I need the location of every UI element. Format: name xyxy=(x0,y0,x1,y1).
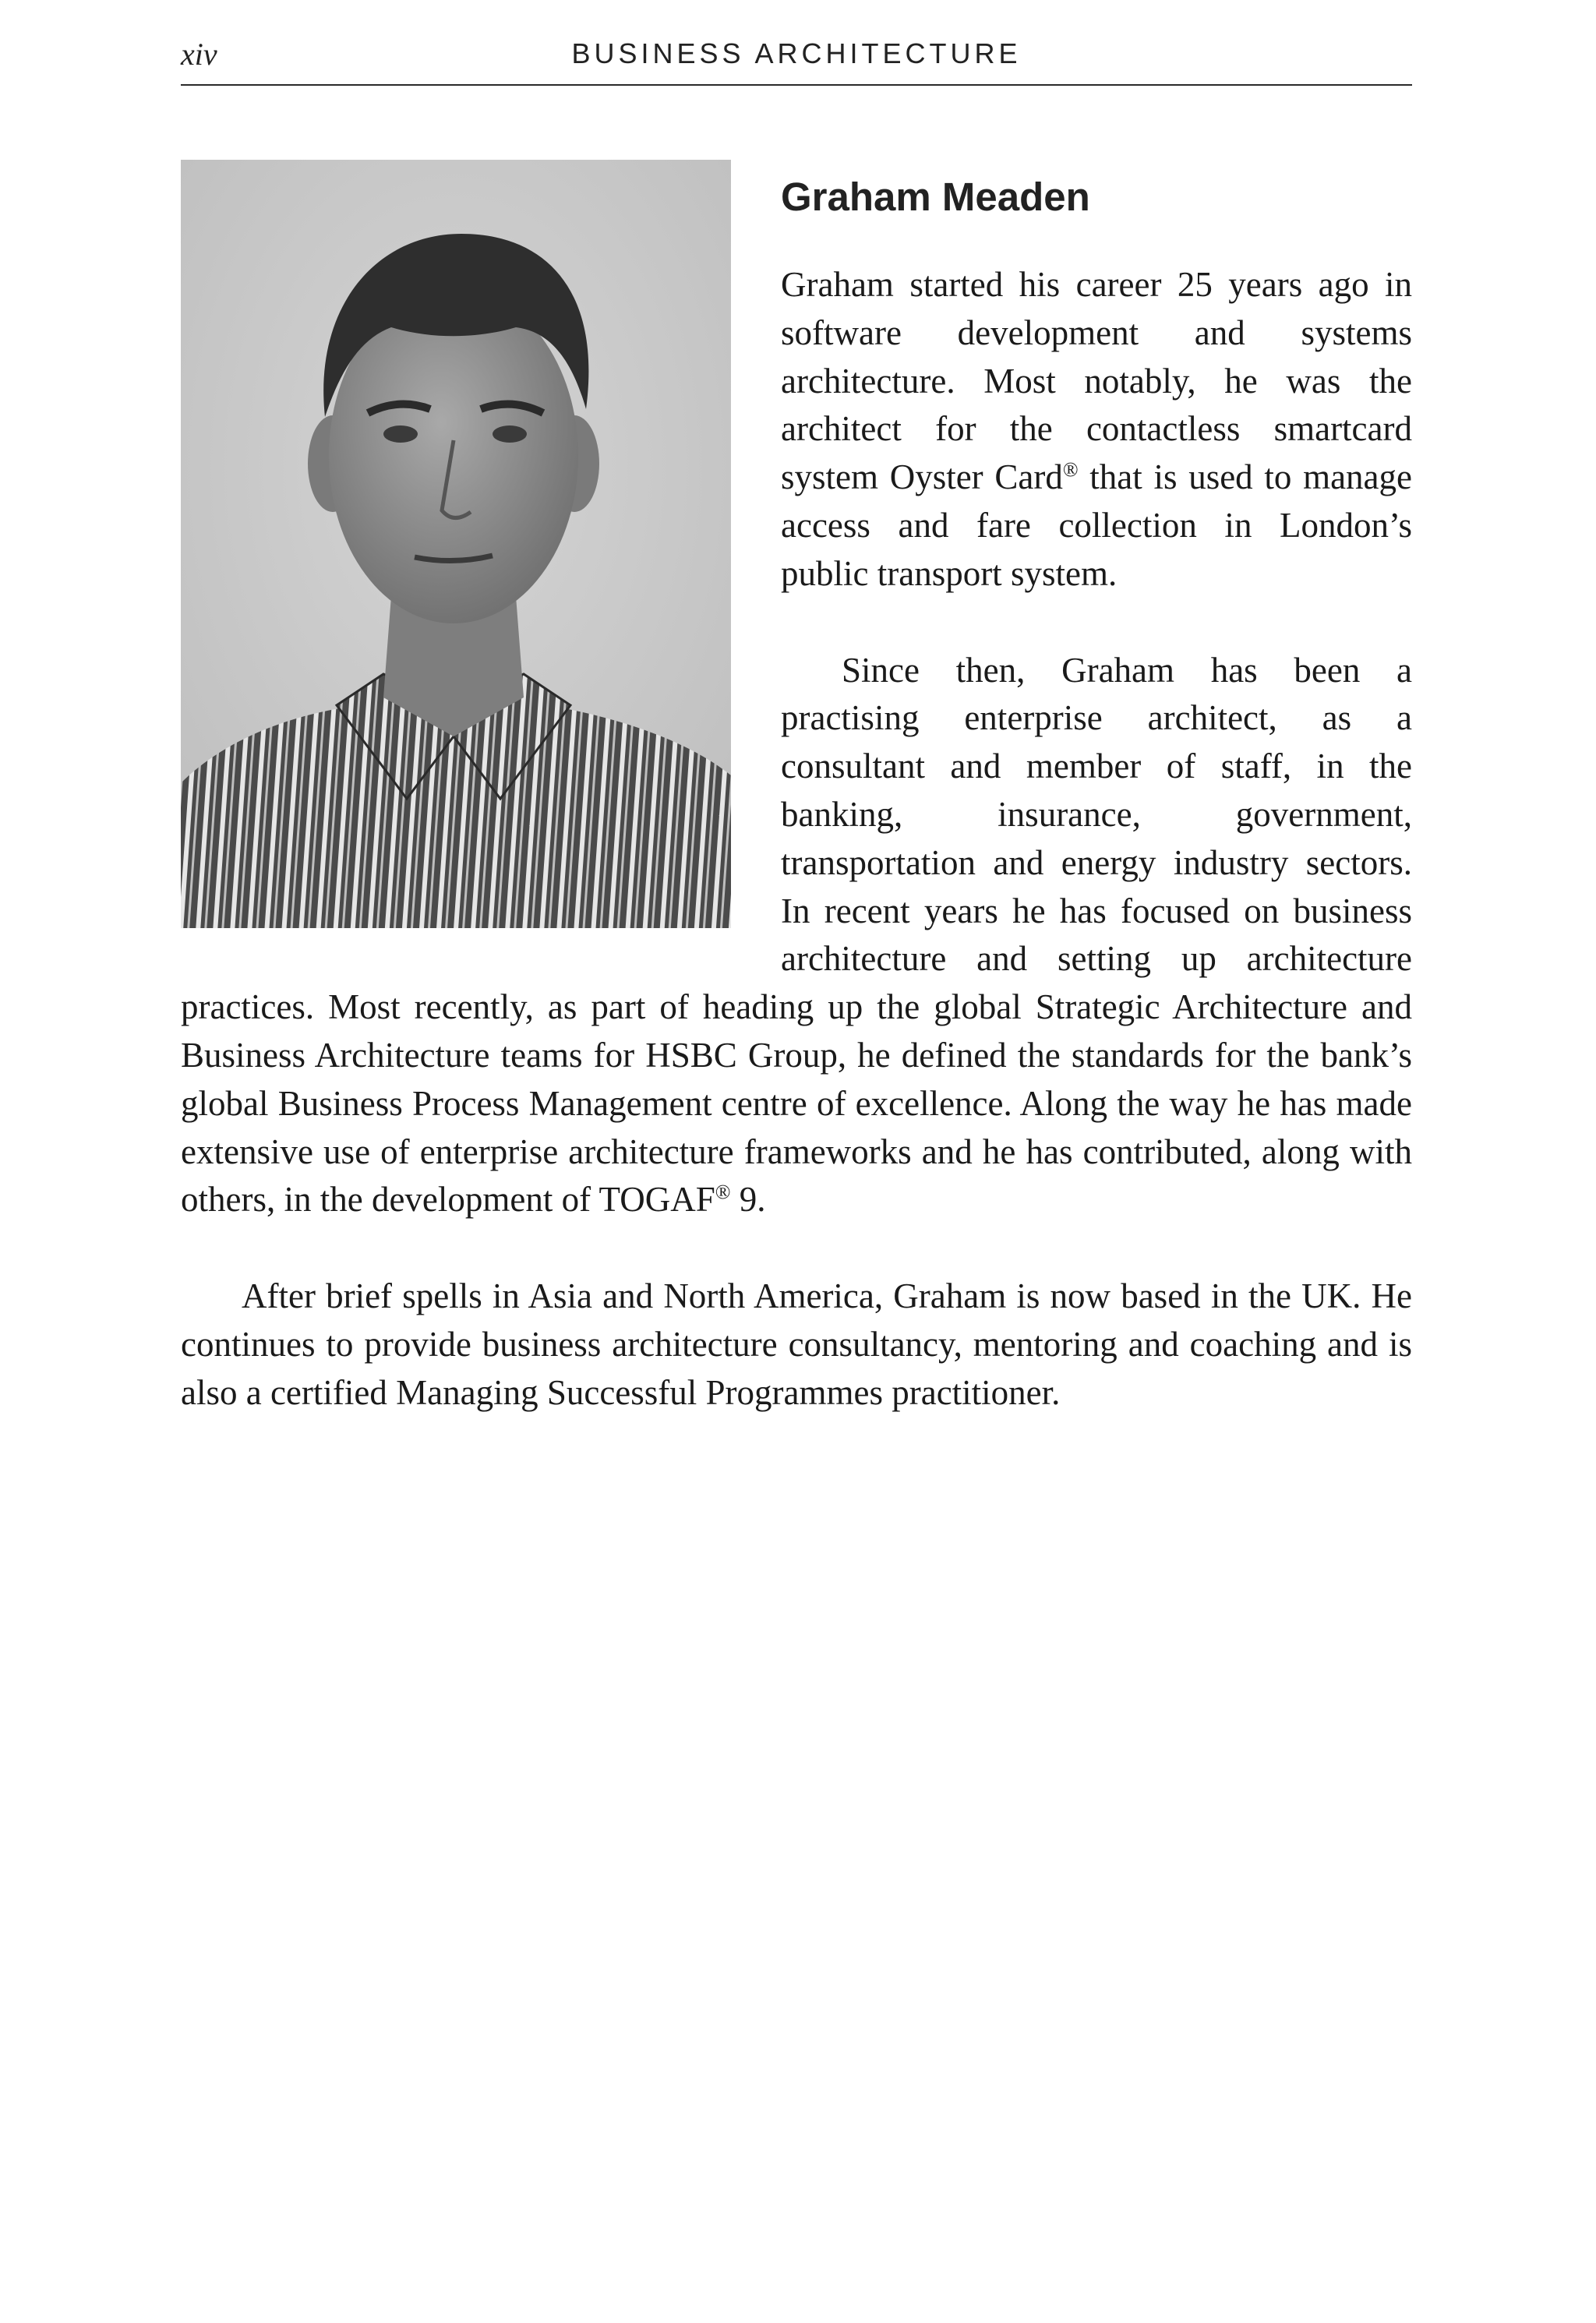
registered-mark: ® xyxy=(1062,458,1079,482)
bio-section xyxy=(181,160,1412,1466)
bio-paragraph-2: Since then, Graham has been a practising enterprise architect, as a consultant and member of staff, in the banking, insurance, government, transportation and energy industry sectors. In recent years he has focused on business architecture and setting up architecture practices. Most recently, as part of heading up the global Strategic Architecture and Business Architecture teams for HSBC Group, he defined the standards for the bank’s global Business Process Management centre of excellence. Along the way he has made extensive use of enterprise architecture frameworks and he has contributed, along with others, in the development of TOGAF® 9. xyxy=(181,650,1412,1220)
bio-paragraph-3: After brief spells in Asia and North America, Graham is now based in the UK. He continues to provide business architecture consultancy, mentoring and coaching and is also a certified Managing Successful Programmes practitioner. xyxy=(181,1276,1412,1412)
author-photo xyxy=(181,160,731,928)
page-number: xiv xyxy=(181,37,217,72)
author-name: Graham Meaden xyxy=(781,175,1090,219)
portrait-image xyxy=(181,160,731,928)
running-head: BUSINESS ARCHITECTURE xyxy=(571,37,1022,69)
registered-mark: ® xyxy=(715,1181,731,1204)
page-header xyxy=(181,30,1412,86)
bio-paragraph-1: Graham started his career 25 years ago in software development and systems architecture. Most notably, he was the architect for the contactless smartcard system Oyster Card® that is used to manage access and fare collection in London’s public transport system. xyxy=(781,265,1412,593)
